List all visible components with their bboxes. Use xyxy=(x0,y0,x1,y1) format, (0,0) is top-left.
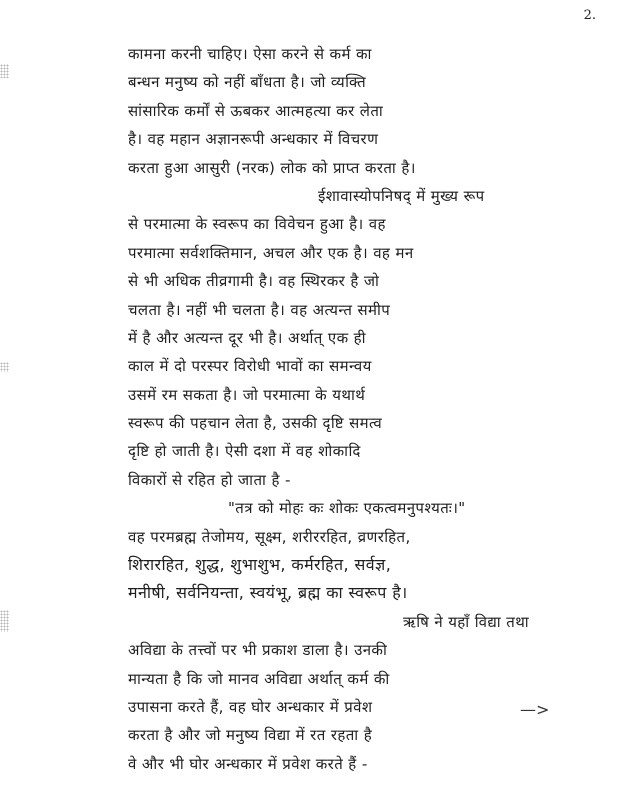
text-line: अविद्या के तत्त्वों पर भी प्रकाश डाला है। उनकी xyxy=(128,641,388,660)
scan-speckle xyxy=(0,610,9,632)
text-line: वे और भी घोर अन्धकार में प्रवेश करते हैं - xyxy=(128,754,368,773)
handwritten-text-block xyxy=(128,44,598,782)
text-line: चलता है। नहीं भी चलता है। वह अत्यन्त समीप xyxy=(128,300,391,319)
text-line: मान्यता है कि जो मानव अविद्या अर्थात् कर्म की xyxy=(128,669,390,688)
text-line: करता है और जो मनुष्य विद्या में रत रहता है xyxy=(128,726,373,745)
text-line: मनीषी, सर्वनियन्ता, स्वयंभू, ब्रह्म का स्वरूप है। xyxy=(128,583,408,603)
page-number: 2. xyxy=(583,8,596,23)
scan-speckle xyxy=(0,362,9,372)
text-line: काल में दो परस्पर विरोधी भावों का समन्वय xyxy=(128,357,372,376)
text-line: में है और अत्यन्त दूर भी है। अर्थात् एक ही xyxy=(128,328,366,347)
scan-speckle xyxy=(0,64,9,78)
paragraph-start-line: ऋषि ने यहाँ विद्या तथा xyxy=(403,612,530,631)
text-line: शिरारहित, शुद्ध, शुभाशुभ, कर्मरहित, सर्वज्ञ, xyxy=(128,555,392,575)
text-line: सांसारिक कर्मों से ऊबकर आत्महत्या कर लेता xyxy=(128,101,384,120)
text-line: से परमात्मा के स्वरूप का विवेचन हुआ है। वह xyxy=(128,215,386,234)
continuation-arrow-icon: —> xyxy=(520,700,550,719)
text-line: है। वह महान अज्ञानरूपी अन्धकार में विचरण xyxy=(128,130,379,149)
text-line: करता हुआ आसुरी (नरक) लोक को प्राप्त करता है। xyxy=(128,158,416,177)
text-line: स्वरूप की पहचान लेता है, उसकी दृष्टि समत्व xyxy=(128,414,383,433)
text-line: से भी अधिक तीव्रगामी है। वह स्थिरकर है जो xyxy=(128,272,380,291)
text-line: परमात्मा सर्वशक्तिमान, अचल और एक है। वह मन xyxy=(128,243,414,262)
paragraph-start-line: ईशावास्योपनिषद् में मुख्य रूप xyxy=(318,186,485,205)
quotation-line: "तत्र को मोहः कः शोकः एकत्वमनुपश्यतः।" xyxy=(228,499,466,518)
text-line: विकारों से रहित हो जाता है - xyxy=(128,470,291,489)
text-line: दृष्टि हो जाती है। ऐसी दशा में वह शोकादि xyxy=(128,442,361,461)
text-line: वह परमब्रह्म तेजोमय, सूक्ष्म, शरीररहित, व्रणरहित, xyxy=(128,527,411,546)
text-line: कामना करनी चाहिए। ऐसा करने से कर्म का xyxy=(128,45,372,63)
text-line: बन्धन मनुष्य को नहीं बाँधता है। जो व्यक्ति xyxy=(128,73,367,92)
text-line: उसमें रम सकता है। जो परमात्मा के यथार्थ xyxy=(128,385,366,404)
text-line: उपासना करते हैं, वह घोर अन्धकार में प्रवेश xyxy=(128,697,373,716)
